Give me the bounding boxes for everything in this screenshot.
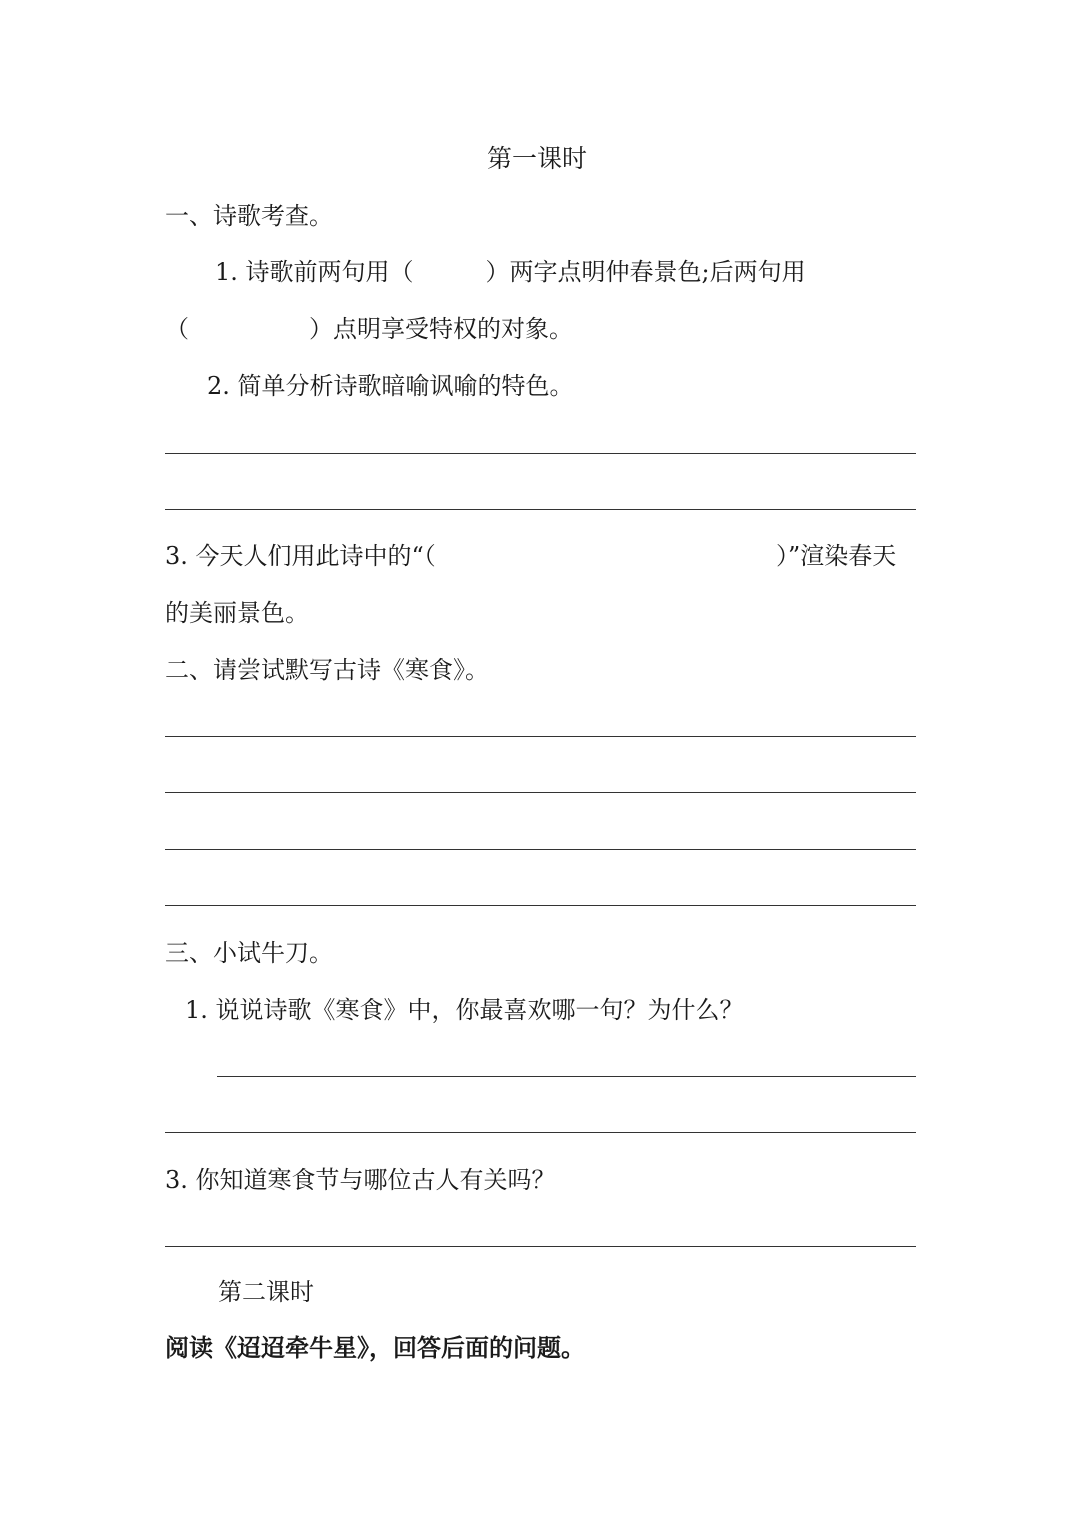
question-1-line-1: 1. 诗歌前两句用（ ）两字点明仲春景色;后两句用 [215, 258, 806, 286]
page-title: 第一课时 [487, 144, 588, 173]
question-3-end: ）”渲染春天 [776, 542, 897, 570]
section3-question-3: 3. 你知道寒食节与哪位古人有关吗？ [165, 1166, 556, 1194]
section2-heading: 二、请尝试默写古诗《寒食》。 [165, 656, 489, 684]
answer-line[interactable] [165, 849, 916, 850]
question-2: 2. 简单分析诗歌暗喻讽喻的特色。 [207, 372, 574, 400]
answer-line[interactable] [165, 1246, 916, 1247]
question-1-line-2: （ ）点明享受特权的对象。 [165, 315, 573, 343]
answer-line[interactable] [165, 453, 916, 454]
section3-question-1: 1. 说说诗歌《寒食》中，你最喜欢哪一句？为什么？ [185, 996, 744, 1024]
answer-line[interactable] [165, 736, 916, 737]
section1-heading: 一、诗歌考查。 [165, 202, 333, 230]
lesson2-instruction: 阅读《迢迢牵牛星》，回答后面的问题。 [165, 1333, 585, 1362]
question-3-start: 3. 今天人们用此诗中的“（ [165, 542, 436, 570]
answer-line[interactable] [165, 1132, 916, 1133]
section3-heading: 三、小试牛刀。 [165, 939, 333, 967]
question-3-line-2: 的美丽景色。 [165, 599, 309, 627]
answer-line[interactable] [217, 1076, 916, 1077]
answer-line[interactable] [165, 509, 916, 510]
lesson2-title: 第二课时 [218, 1278, 314, 1306]
answer-line[interactable] [165, 792, 916, 793]
answer-line[interactable] [165, 905, 916, 906]
